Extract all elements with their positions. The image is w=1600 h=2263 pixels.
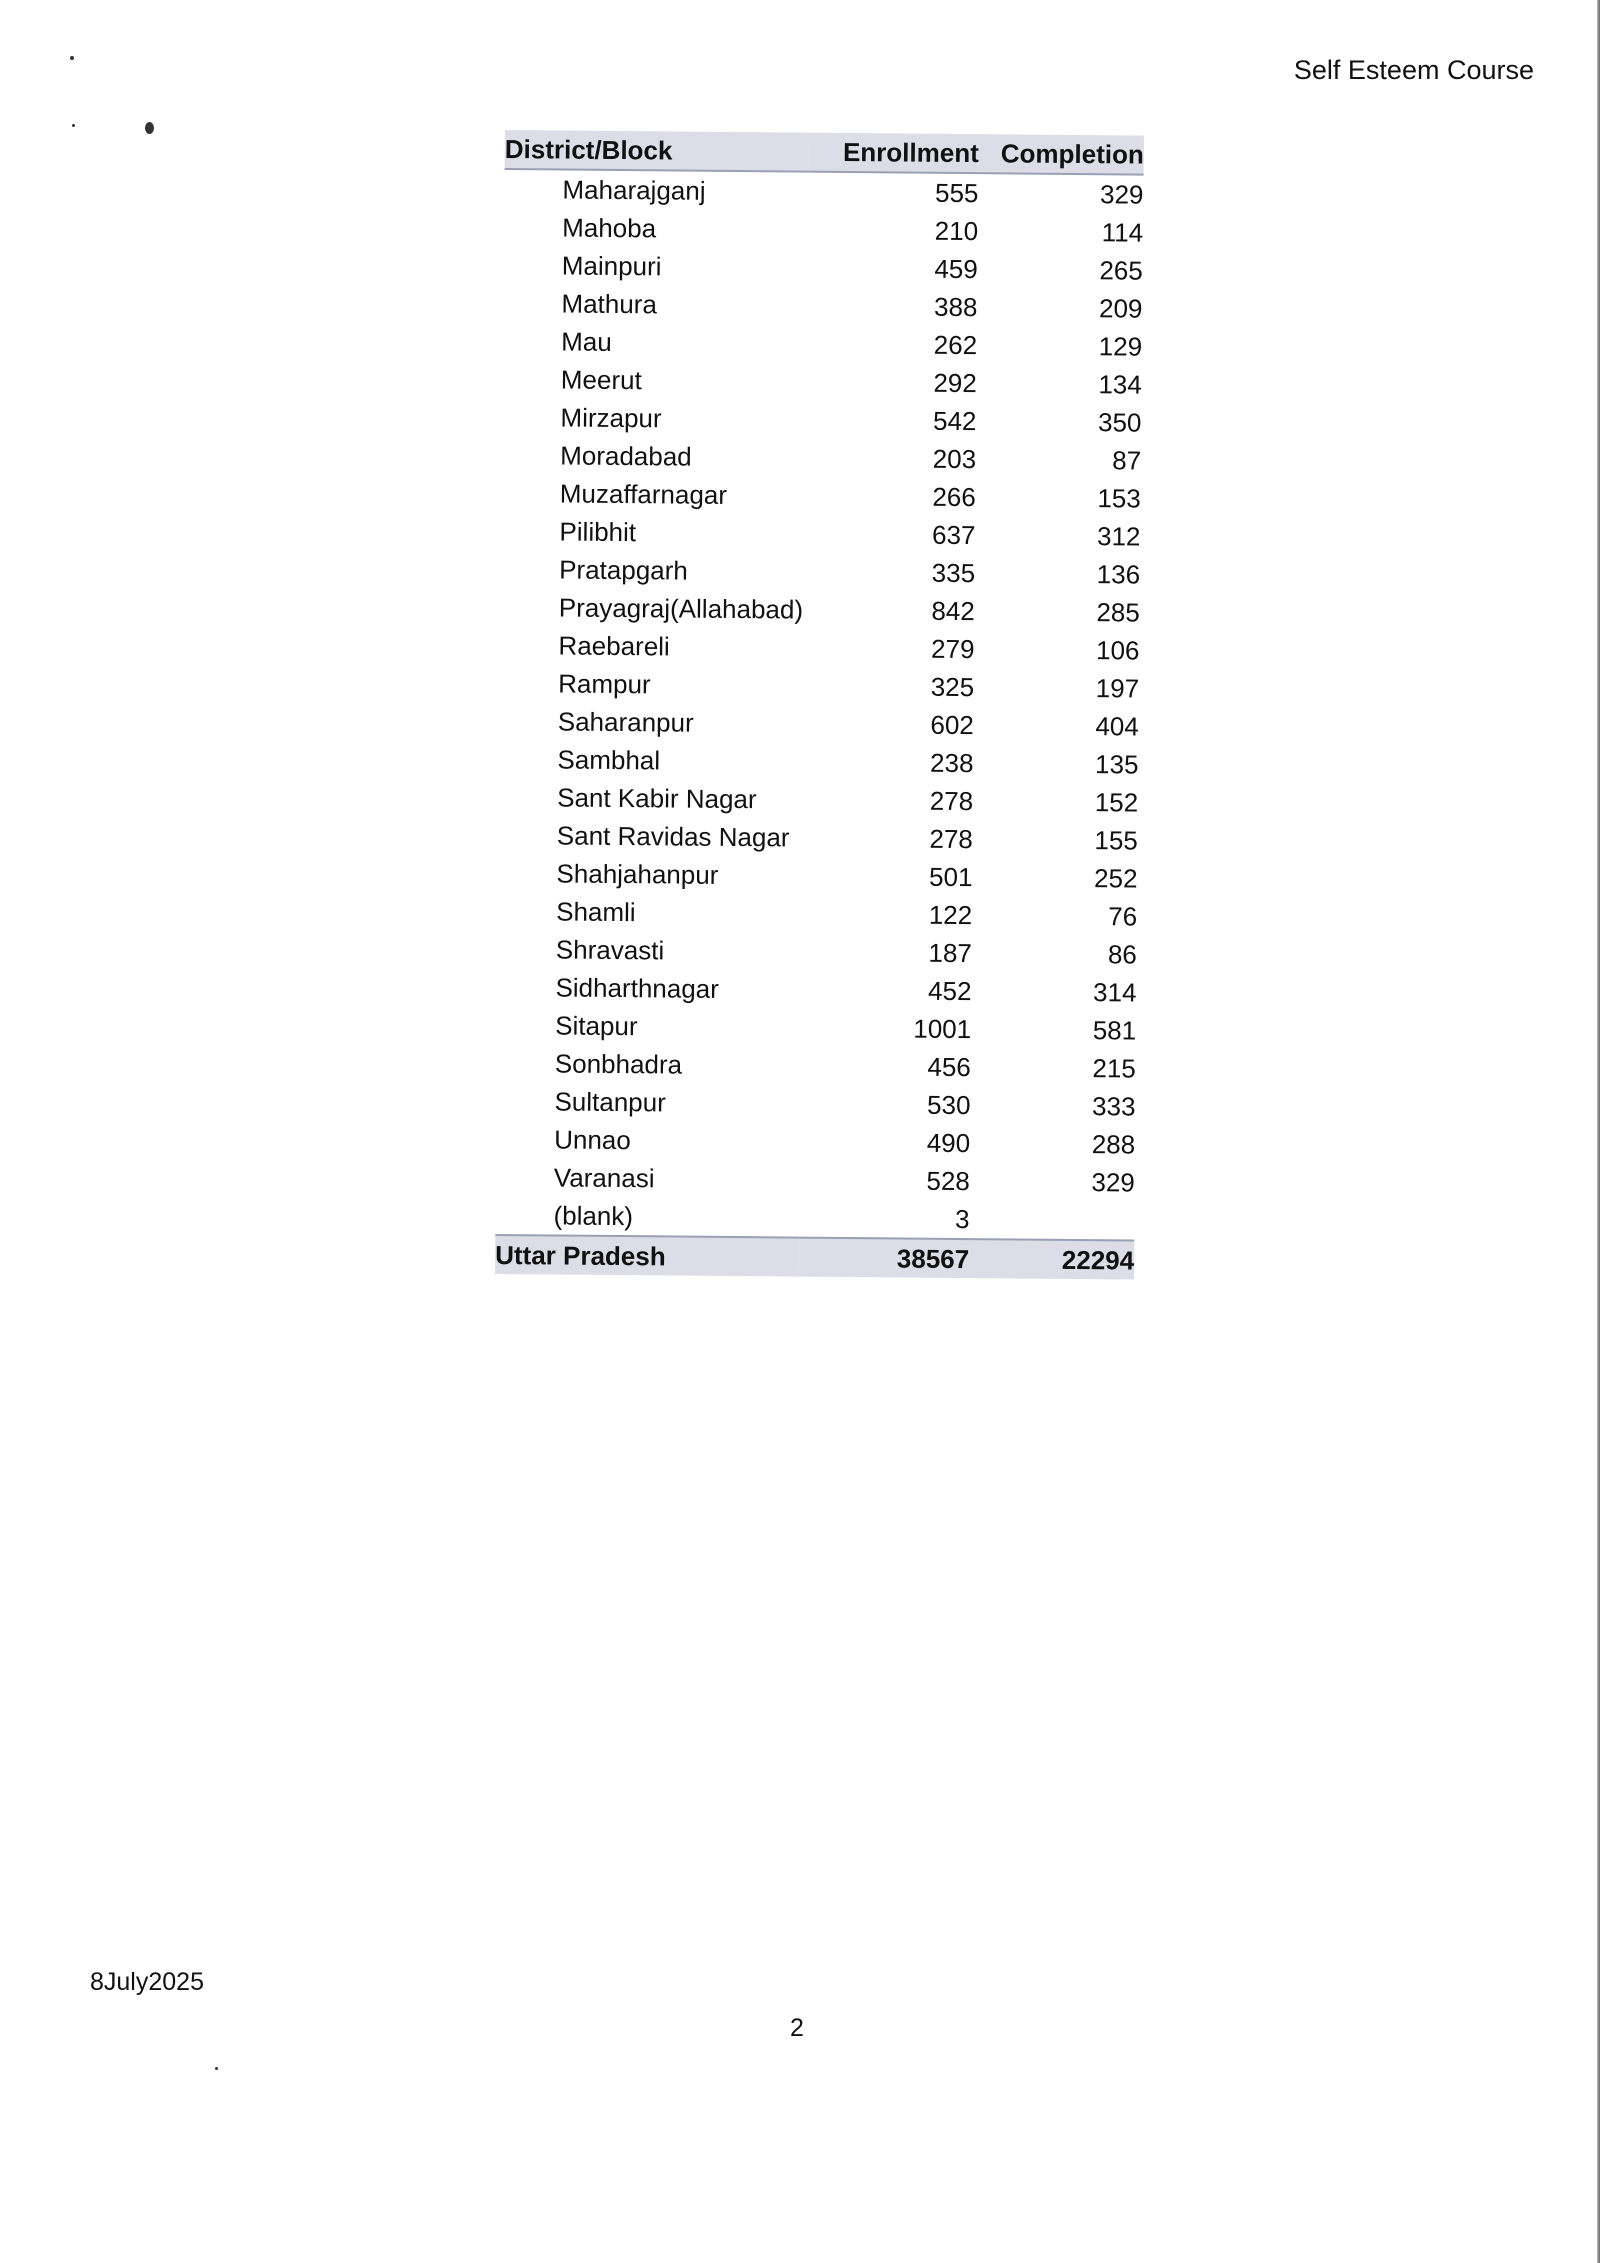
district-name-cell: Mahoba (562, 212, 657, 244)
district-name-cell: Muzaffarnagar (559, 478, 728, 510)
table-header-row (505, 130, 1144, 175)
table-row (502, 474, 1141, 518)
district-name-cell: Rampur (558, 668, 651, 700)
scan-speck (145, 122, 154, 134)
table-total-row (495, 1235, 1134, 1280)
district-name-cell: Mau (561, 326, 612, 357)
table-row (500, 702, 1139, 746)
district-name-cell: Shravasti (555, 934, 665, 966)
table-row (496, 1158, 1135, 1202)
completion-cell: 312 (1096, 521, 1141, 552)
enrollment-cell: 842 (931, 595, 975, 627)
completion-cell: 153 (1097, 483, 1141, 514)
district-name-cell: Sant Ravidas Nagar (556, 820, 790, 853)
district-name-cell: Meerut (560, 364, 642, 396)
district-name-cell: Raebareli (558, 630, 670, 662)
completion-cell: 252 (1093, 863, 1138, 894)
district-name-cell: Sidharthnagar (555, 972, 719, 1004)
district-name-cell: Shahjahanpur (556, 858, 719, 890)
district-name-cell: Mainpuri (561, 250, 662, 282)
table-row (499, 778, 1138, 822)
completion-cell: 114 (1101, 217, 1144, 248)
table-row (504, 246, 1143, 290)
completion-cell: 329 (1099, 179, 1144, 210)
enrollment-cell: 262 (933, 329, 978, 361)
enrollment-cell: 388 (933, 291, 978, 323)
district-name-cell: Moradabad (560, 440, 692, 472)
enrollment-cell: 452 (927, 975, 972, 1007)
enrollment-cell: 1001 (913, 1013, 972, 1045)
completion-cell: 265 (1099, 255, 1143, 286)
total-enrollment: 38567 (799, 1238, 969, 1278)
column-header-completion: Completion (979, 134, 1144, 174)
table-row (497, 1044, 1136, 1088)
completion-cell: 285 (1096, 597, 1140, 628)
district-name-cell: Saharanpur (557, 706, 694, 738)
completion-cell: 134 (1098, 369, 1142, 400)
district-name-cell: Shamli (556, 896, 636, 928)
enrollment-cell: 187 (928, 937, 972, 969)
enrollment-cell: 210 (934, 215, 979, 247)
scan-speck (70, 56, 74, 60)
table-row (496, 1120, 1135, 1164)
district-name-cell: Sant Kabir Nagar (557, 782, 757, 815)
page-number: 2 (790, 2014, 804, 2042)
table-row (498, 930, 1137, 974)
scan-speck (72, 124, 75, 127)
completion-cell: 350 (1097, 407, 1142, 438)
total-label: Uttar Pradesh (495, 1235, 799, 1277)
district-name-cell: Sitapur (555, 1010, 638, 1042)
table-row (500, 664, 1139, 708)
enrollment-cell: 325 (930, 671, 975, 703)
district-name-cell: Varanasi (553, 1162, 655, 1194)
completion-cell: 86 (1107, 939, 1137, 970)
enrollment-cell: 238 (929, 747, 974, 779)
column-header-district: District/Block (505, 130, 809, 172)
completion-cell: 197 (1095, 673, 1140, 704)
table-row (497, 968, 1136, 1012)
total-completion: 22294 (969, 1239, 1134, 1279)
completion-cell: 581 (1092, 1015, 1137, 1046)
table-row (503, 360, 1142, 404)
enrollment-cell: 279 (930, 633, 975, 665)
table-row (501, 550, 1140, 594)
completion-cell (969, 1200, 1134, 1240)
district-name-cell: Sonbhadra (554, 1048, 683, 1080)
enrollment-cell: 203 (932, 443, 977, 475)
completion-cell: 288 (1091, 1129, 1136, 1160)
enrollment-cell: 278 (929, 785, 974, 817)
table-row (504, 169, 1143, 214)
scan-speck (215, 2067, 218, 2070)
district-name-cell: Unnao (554, 1124, 631, 1156)
table-row (502, 398, 1141, 442)
footer-date: 8July2025 (90, 1968, 204, 1996)
table-row (502, 436, 1141, 480)
completion-cell: 314 (1092, 977, 1137, 1008)
enrollment-cell: 555 (934, 177, 979, 209)
enrollment-cell: 602 (930, 709, 974, 741)
document-header-title: Self Esteem Course (1293, 55, 1534, 85)
district-name-cell: (blank) (553, 1200, 634, 1232)
district-table (495, 130, 1144, 1280)
enrollment-cell: 335 (931, 557, 976, 589)
district-name-cell: Pratapgarh (559, 554, 688, 586)
completion-cell: 129 (1098, 331, 1143, 362)
completion-cell: 152 (1094, 787, 1139, 818)
district-name-cell: Prayagraj(Allahabad) (558, 592, 804, 625)
table-row (495, 1196, 1134, 1241)
completion-cell: 215 (1092, 1053, 1136, 1084)
completion-cell: 209 (1098, 293, 1143, 324)
table-row (503, 322, 1142, 366)
table-body (495, 169, 1143, 1241)
enrollment-cell: 542 (932, 405, 977, 437)
completion-cell: 135 (1094, 749, 1139, 780)
completion-cell: 106 (1095, 635, 1140, 666)
table-row (503, 284, 1142, 328)
table-row (497, 1006, 1136, 1050)
district-name-cell: Sambhal (557, 744, 661, 776)
completion-cell: 87 (1112, 445, 1142, 476)
enrollment-cell: 490 (926, 1127, 971, 1159)
completion-cell: 76 (1108, 901, 1138, 932)
enrollment-cell: 122 (928, 899, 973, 931)
table-row (504, 208, 1143, 252)
district-name-cell: Maharajganj (562, 174, 706, 206)
column-header-enrollment: Enrollment (809, 133, 979, 173)
district-name-cell: Sultanpur (554, 1086, 666, 1118)
completion-cell: 329 (1091, 1167, 1135, 1198)
district-name-cell: Pilibhit (559, 516, 637, 548)
enrollment-cell: 266 (932, 481, 976, 513)
enrollment-cell: 530 (926, 1089, 971, 1121)
enrollment-cell: 292 (933, 367, 977, 399)
enrollment-cell: 459 (934, 253, 978, 285)
enrollment-cell: 528 (926, 1165, 970, 1197)
table-row (496, 1082, 1135, 1126)
completion-cell: 136 (1096, 559, 1141, 590)
table-row (500, 626, 1139, 670)
completion-cell: 155 (1094, 825, 1138, 856)
enrollment-cell: 637 (931, 519, 976, 551)
district-name-cell: Mirzapur (560, 402, 662, 434)
table-row (498, 892, 1137, 936)
completion-cell: 333 (1091, 1091, 1136, 1122)
table-row (501, 512, 1140, 556)
table-row (498, 854, 1137, 898)
district-name-cell: Mathura (561, 288, 658, 320)
completion-cell: 404 (1095, 711, 1139, 742)
table-row (501, 588, 1140, 632)
table-row (499, 816, 1138, 860)
enrollment-cell: 3 (954, 1203, 970, 1235)
table-row (499, 740, 1138, 784)
enrollment-cell: 278 (929, 823, 973, 855)
enrollment-cell: 501 (928, 861, 973, 893)
enrollment-cell: 456 (927, 1051, 971, 1083)
